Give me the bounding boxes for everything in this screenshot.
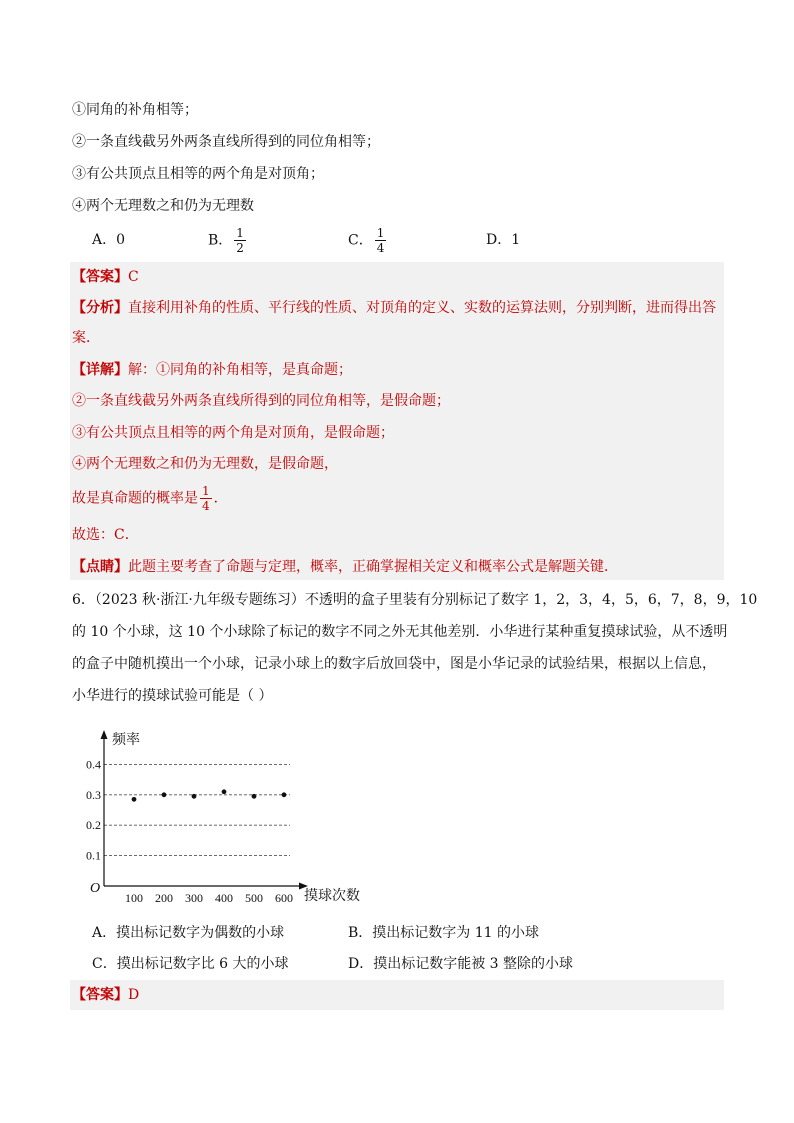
chart-grid <box>104 764 290 855</box>
x-tick-label: 200 <box>155 891 173 905</box>
detail-5-post: ． <box>213 490 228 507</box>
option-d <box>486 230 520 250</box>
x-axis-label: 摸球次数 <box>304 889 360 904</box>
answer-tag: 【答案】 <box>72 269 128 285</box>
detail-5-denominator: 4 <box>202 499 210 513</box>
origin-label: O <box>90 881 101 896</box>
detail-line-5 <box>72 484 228 513</box>
option-c-fraction <box>375 226 387 255</box>
y-axis-arrow-icon <box>101 730 108 739</box>
analysis-text-1: 直接利用补角的性质、平行线的性质、对顶角的定义、实数的运算法则，分别判断，进而得出答 <box>128 300 716 316</box>
x-tick-label: 100 <box>125 891 143 905</box>
data-point <box>162 792 167 797</box>
detail-line-6: 故选：C． <box>72 527 139 543</box>
y-tick-label: 0.4 <box>86 757 101 772</box>
detail-5-numerator: 1 <box>202 484 210 498</box>
q6-option-a: A．摸出标记数字为偶数的小球 <box>92 925 285 941</box>
y-tick-label: 0.1 <box>86 848 101 863</box>
option-a-text: 0 <box>116 232 126 248</box>
comment-text: 此题主要考查了命题与定理，概率，正确掌握相关定义和概率公式是解题关键． <box>128 559 618 575</box>
option-a-label: A． <box>92 232 117 248</box>
statement-3: ③有公共顶点且相等的两个角是对顶角； <box>72 166 324 182</box>
data-point <box>252 794 257 799</box>
data-point <box>222 789 227 794</box>
q6-option-b: B．摸出标记数字为 11 的小球 <box>348 925 540 941</box>
x-tick-label: 300 <box>185 891 203 905</box>
y-axis-label: 频率 <box>112 733 140 748</box>
data-points <box>132 789 287 801</box>
detail-line-1 <box>72 360 352 380</box>
option-b-denominator: 2 <box>236 241 244 255</box>
detail-5-fraction <box>200 484 212 513</box>
y-tick-labels <box>86 757 101 862</box>
option-b-fraction <box>234 226 246 255</box>
q6-option-c: C．摸出标记数字比 6 大的小球 <box>92 956 289 972</box>
data-point <box>282 792 287 797</box>
analysis-line-1 <box>72 298 716 318</box>
q6-option-d: D．摸出标记数字能被 3 整除的小球 <box>348 956 574 972</box>
x-tick-label: 400 <box>215 891 233 905</box>
q6-answer-tag: 【答案】 <box>72 987 128 1003</box>
x-tick-label: 600 <box>275 891 293 905</box>
detail-5-pre: 故是真命题的概率是 <box>72 490 198 507</box>
detail-text-1: 解：①同角的补角相等，是真命题； <box>128 362 352 378</box>
x-tick-label: 500 <box>245 891 263 905</box>
q6-line-4: 小华进行的摸球试验可能是（ ） <box>72 688 273 704</box>
q6-answer-value: D <box>128 987 140 1003</box>
detail-line-4: ④两个无理数之和仍为无理数，是假命题， <box>72 456 338 472</box>
q6-line-2: 的 10 个小球，这 10 个小球除了标记的数字不同之外无其他差别．小华进行某种重复摸球试验，从不透明 <box>72 624 728 640</box>
option-b-label: B． <box>208 232 233 249</box>
comment-tag: 【点睛】 <box>72 559 128 575</box>
analysis-line-2: 案． <box>72 330 100 346</box>
analysis-tag: 【分析】 <box>72 300 128 316</box>
option-d-label: D． <box>486 232 512 248</box>
option-c <box>348 226 388 255</box>
data-point <box>132 797 137 802</box>
option-a <box>92 230 125 250</box>
answer-value: C <box>128 269 139 285</box>
statement-1: ①同角的补角相等； <box>72 102 198 118</box>
x-tick-labels <box>125 891 293 905</box>
q6-answer-line <box>72 985 139 1005</box>
option-c-denominator: 4 <box>376 241 385 255</box>
answer-line <box>72 267 139 287</box>
option-b-numerator: 1 <box>236 226 244 240</box>
data-point <box>192 794 197 799</box>
q6-answer-block <box>70 980 724 1010</box>
option-c-numerator: 1 <box>376 226 385 240</box>
q6-line-3: 的盒子中随机摸出一个小球，记录小球上的数字后放回袋中，图是小华记录的试验结果，根据以上信息， <box>72 656 716 672</box>
detail-tag: 【详解】 <box>72 362 128 378</box>
y-tick-label: 0.3 <box>86 787 101 802</box>
frequency-chart <box>76 726 376 910</box>
comment-line <box>72 557 618 577</box>
option-d-text: 1 <box>511 232 521 248</box>
option-c-label: C． <box>348 232 373 249</box>
detail-line-3: ③有公共顶点且相等的两个角是对顶角，是假命题； <box>72 425 394 441</box>
option-b <box>208 226 248 255</box>
statement-4: ④两个无理数之和仍为无理数 <box>72 198 254 214</box>
detail-line-2: ②一条直线截另外两条直线所得到的同位角相等，是假命题； <box>72 393 450 409</box>
y-tick-label: 0.2 <box>86 818 101 833</box>
q6-line-1: 6．（2023 秋·浙江·九年级专题练习）不透明的盒子里装有分别标记了数字 1，2，3，4，5，6，7，8，9，10 <box>72 592 758 608</box>
statement-2: ②一条直线截另外两条直线所得到的同位角相等； <box>72 134 380 150</box>
